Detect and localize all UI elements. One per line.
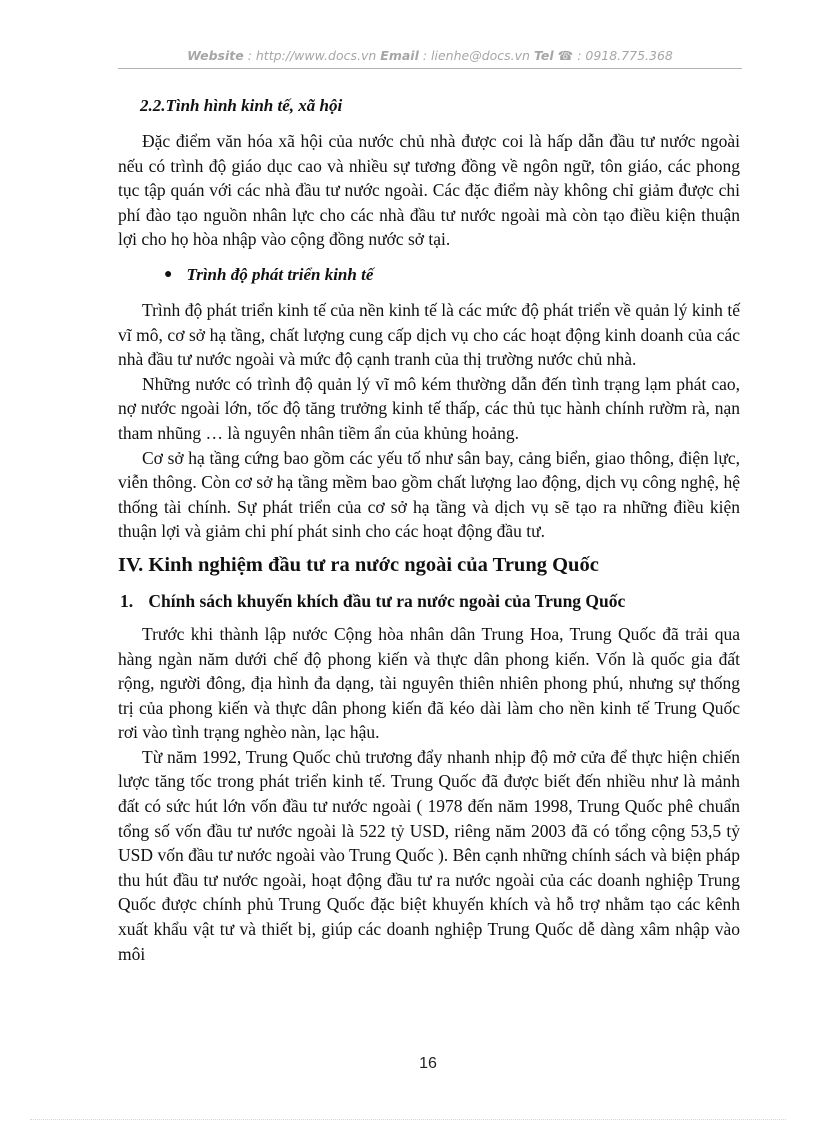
tel-label: Tel xyxy=(533,48,554,63)
page-content xyxy=(118,93,740,966)
subsection-title: Chính sách khuyến khích đầu tư ra nước ngoài của Trung Quốc xyxy=(148,590,626,611)
page-header xyxy=(118,46,742,69)
website-value[interactable]: : http://www.docs.vn xyxy=(247,48,377,63)
paragraph: Từ năm 1992, Trung Quốc chủ trương đẩy nhanh nhịp độ mở cửa để thực hiện chiến lược tăng tốc trong phát triển kinh tế. Trung Quốc đã được biết đến nhiều như là mảnh đất có sức hút lớn vốn đầu tư nước ngoài ( 1978 đến năm 1998, Trung Quốc phê chuẩn tổng số vốn đầu tư nước ngoài là 522 tỷ USD, riêng năm 2003 đã có tổng cộng 53,5 tỷ USD vốn đầu tư nước ngoài vào Trung Quốc ). Bên cạnh những chính sách và biện pháp thu hút đầu tư nước ngoài, hoạt động đầu tư ra nước ngoài của các doanh nghiệp Trung Quốc được chính phủ Trung Quốc đặc biệt khuyến khích và hỗ trợ nhằm tạo các kênh xuất khẩu vật tư và thiết bị, giúp các doanh nghiệp Trung Quốc dễ dàng xâm nhập vào môi xyxy=(118,746,740,964)
bullet-heading-text: Trình độ phát triển kinh tế xyxy=(186,264,374,284)
phone-icon: ☎ xyxy=(557,48,574,63)
tel-value: : 0918.775.368 xyxy=(577,48,673,63)
bullet-icon: ● xyxy=(164,266,173,282)
section-iv-heading: IV. Kinh nghiệm đầu tư ra nước ngoài của Trung Quốc xyxy=(118,553,599,576)
section-2-2-heading: 2.2.Tình hình kinh tế, xã hội xyxy=(140,96,343,115)
paragraph: Những nước có trình độ quản lý vĩ mô kém thường dẫn đến tình trạng lạm phát cao, nợ nước ngoài lớn, tốc độ tăng trưởng kinh tế thấp, các thủ tục hành chính rườm rà, nạn tham nhũng … là nguyên nhân tiềm ẩn của khủng hoảng. xyxy=(118,373,740,443)
page-edge-divider xyxy=(30,1119,786,1121)
paragraph: Cơ sở hạ tầng cứng bao gồm các yếu tố như sân bay, cảng biển, giao thông, điện lực, viễn thông. Còn cơ sở hạ tầng mềm bao gồm chất lượng lao động, dịch vụ công nghệ, hệ thống tài chính. Sự phát triển của cơ sở hạ tầng và dịch vụ sẽ tạo ra những điều kiện thuận lợi và giảm chi phí phát sinh cho các hoạt động đầu tư. xyxy=(118,447,740,542)
bullet-heading xyxy=(164,262,740,288)
paragraph: Trước khi thành lập nước Cộng hòa nhân dân Trung Hoa, Trung Quốc đã trải qua hàng ngàn năm dưới chế độ phong kiến và thực dân phong kiến. Vốn là quốc gia đất rộng, người đông, địa hình đa dạng, tài nguyên thiên nhiên phong phú, nhưng sự thống trị của phong kiến và thực dân phong kiến đã kéo dài làm cho nền kinh tế Trung Quốc rơi vào tình trạng nghèo nàn, lạc hậu. xyxy=(118,623,740,743)
section-2-2-paragraph: Đặc điểm văn hóa xã hội của nước chủ nhà được coi là hấp dẫn đầu tư nước ngoài nếu có trình độ giáo dục cao và nhiều sự tương đồng về ngôn ngữ, tôn giáo, các phong tục tập quán với các nhà đầu tư nước ngoài. Các đặc điểm này không chỉ giảm được chi phí đào tạo nguồn nhân lực cho các nhà đầu tư nước ngoài mà còn tạo điều kiện thuận lợi cho họ hòa nhập vào cộng đồng nước sở tại. xyxy=(118,131,740,250)
website-label: Website xyxy=(187,48,244,63)
paragraph: Trình độ phát triển kinh tế của nền kinh tế là các mức độ phát triển về quản lý kinh tế vĩ mô, cơ sở hạ tầng, chất lượng cung cấp dịch vụ cho các hoạt động kinh doanh của các nhà đầu tư nước ngoài và mức độ cạnh tranh của thị trường nước chủ nhà. xyxy=(118,299,740,370)
email-value[interactable]: : lienhe@docs.vn xyxy=(422,48,530,63)
page-number: 16 xyxy=(419,1055,437,1072)
subsection-1-heading xyxy=(120,588,740,614)
subsection-number: 1. xyxy=(120,590,134,611)
email-label: Email xyxy=(380,48,419,63)
